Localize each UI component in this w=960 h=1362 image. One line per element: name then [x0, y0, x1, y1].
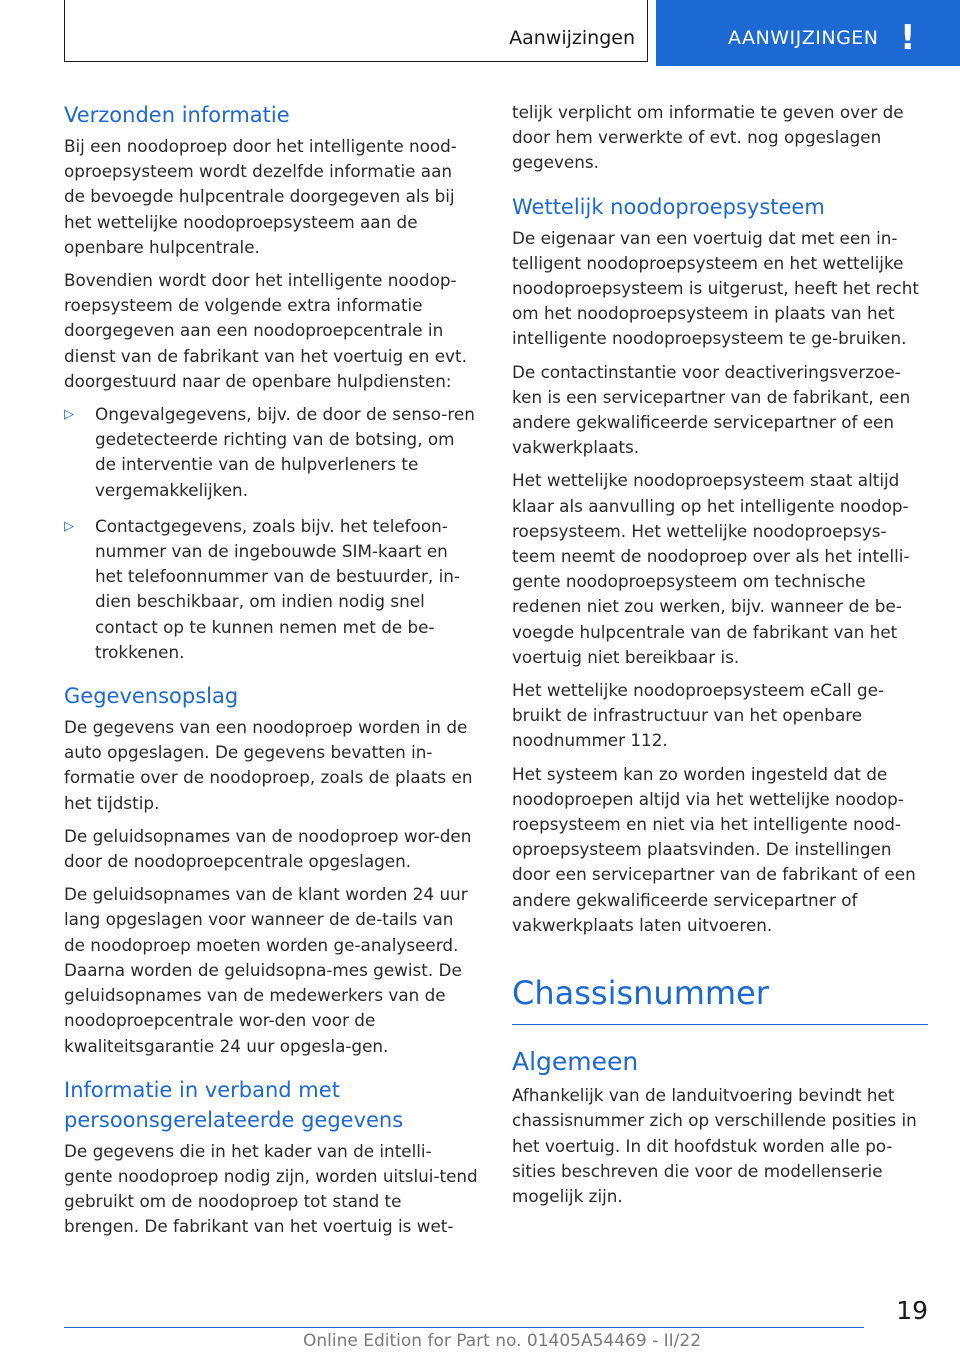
paragraph: Het wettelijke noodoproepsysteem staat altijd klaar als aanvulling op het intelligente noodop-roepsysteem. Het wettelijke noodoproepsys-teem neemt de noodoproep over als het intelli-gente noodoproepsysteem om technische redenen niet zou werken, bijv. wanneer de be-voegde hulpcentrale van de fabrikant van het voertuig niet bereikbaar is.	[512, 470, 910, 667]
paragraph: De geluidsopnames van de klant worden 24 uur lang opgeslagen voor wanneer de de-tails van de noodoproep moeten worden ge-analyseerd. Daarna worden de geluidsopna-mes gewist. De geluidsopnames van de medewerkers van de noodoproepcentrale wor-den voor de kwaliteitsgarantie 24 uur opgesla-gen.	[64, 884, 468, 1056]
paragraph: De geluidsopnames van de noodoproep wor-den door de noodoproepcentrale opgeslagen.	[64, 825, 472, 872]
paragraph: Het wettelijke noodoproepsysteem eCall ge-bruikt de infrastructuur van het openbare noodnummer 112.	[512, 680, 885, 751]
paragraph: Bovendien wordt door het intelligente noodop-roepsysteem de volgende extra informatie doorgegeven aan een noodoproepcentrale in dienst van de fabrikant van het voertuig en evt. doorgestuurd naar de openbare hulpdiensten:	[64, 270, 467, 391]
list-item-text: Ongevalgegevens, bijv. de door de senso-ren gedetecteerde richting van de botsing, om de interventie van de hulpverleners te vergemakkelijken.	[95, 404, 475, 500]
section-label: Aanwijzingen	[509, 27, 635, 49]
paragraph: De gegevens van een noodoproep worden in de auto opgeslagen. De gegevens bevatten in-formatie over de noodoproep, zoals de plaats en het tijdstip.	[64, 717, 473, 813]
paragraph: Het systeem kan zo worden ingesteld dat de noodoproepen altijd via het wettelijke noodop-roepsysteem en niet via het intelligente nood-oproepsysteem plaatsvinden. De instellingen door een servicepartner van de fabrikant of een andere gekwalificeerde servicepartner of vakwerkplaats laten uitvoeren.	[512, 763, 916, 935]
section-title-persoonsgegevens: Informatie in verband met persoonsgerelateerde gegevens	[64, 1077, 404, 1132]
page-header	[0, 0, 960, 66]
list-item-text: Contactgegevens, zoals bijv. het telefoon-nummer van de ingebouwde SIM-kaart en het telefoonnummer van de bestuurder, in-dien beschikbaar, om indien nodig snel contact op te kunnen nemen met de be-trokkenen.	[95, 515, 460, 662]
paragraph: De contactinstantie voor deactiveringsverzoe-ken is een servicepartner van de fabrikant, een andere gekwalificeerde servicepartner of een vakwerkplaats.	[512, 361, 911, 458]
chapter-band	[656, 0, 960, 66]
chapter-title-chassisnummer: Chassisnummer	[512, 968, 928, 1025]
edition-footer: Online Edition for Part no. 01405A54469 - II/22	[303, 1331, 702, 1351]
section-title-verzonden-informatie: Verzonden informatie	[64, 103, 290, 127]
left-column	[64, 100, 478, 1248]
footer-divider	[64, 1327, 864, 1328]
page-number: 19	[896, 1296, 928, 1325]
paragraph: telijk verplicht om informatie te geven over de door hem verwerkte of evt. nog opgeslagen gegevens.	[512, 102, 904, 173]
list-item	[64, 402, 478, 503]
paragraph: De eigenaar van een voertuig dat met een in-telligent noodoproepsysteem en het wettelijke noodoproepsysteem is uitgerust, heeft het recht om het noodoproepsysteem in plaats van het intelligente noodoproepsysteem te ge-bruiken.	[512, 227, 919, 349]
subsection-title-algemeen: Algemeen	[512, 1047, 639, 1077]
chapter-label: AANWIJZINGEN	[728, 27, 879, 49]
right-column	[512, 100, 928, 1217]
section-title-gegevensopslag: Gegevensopslag	[64, 684, 239, 709]
paragraph: De gegevens die in het kader van de intelli-gente noodoproep nodig zijn, worden uitslui-tend gebruikt om de noodoproep tot stand te brengen. De fabrikant van het voertuig is wet-	[64, 1140, 478, 1237]
exclamation-icon: !	[900, 18, 916, 58]
paragraph: Afhankelijk van de landuitvoering bevindt het chassisnummer zich op verschillende posities in het voertuig. In dit hoofdstuk worden alle po-sities beschreven die voor de modellenserie mogelijk zijn.	[512, 1085, 917, 1206]
list-item	[64, 514, 478, 665]
triangle-right-icon: ▷	[64, 407, 74, 423]
section-label-box	[64, 0, 648, 62]
section-title-wettelijk-noodoproepsysteem: Wettelijk noodoproepsysteem	[512, 194, 825, 219]
bullet-list	[64, 402, 478, 665]
paragraph: Bij een noodoproep door het intelligente nood-oproepsysteem wordt dezelfde informatie aan de bevoegde hulpcentrale doorgegeven als bij het wettelijke noodoproepsysteem aan de openbare hulpcentrale.	[64, 136, 457, 257]
triangle-right-icon: ▷	[64, 518, 74, 534]
